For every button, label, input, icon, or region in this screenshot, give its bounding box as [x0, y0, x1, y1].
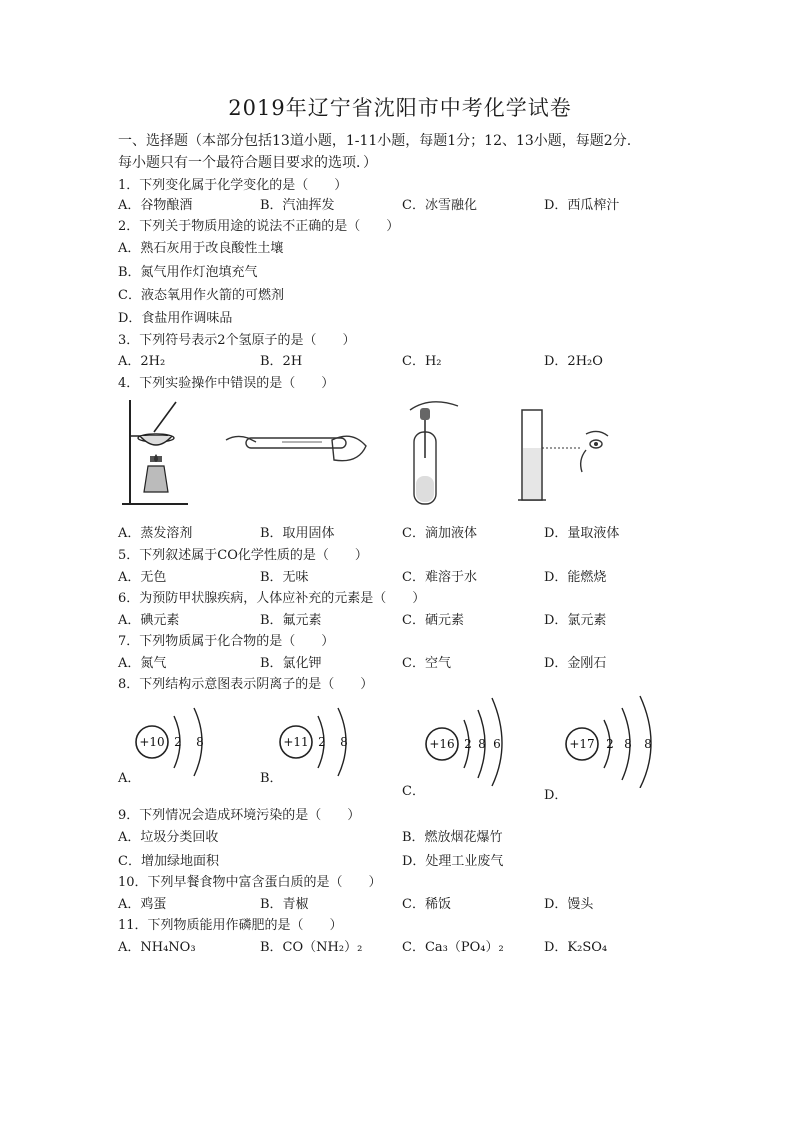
- q1-option-d: D．西瓜榨汁: [544, 198, 620, 213]
- q11-option-c: C．Ca₃（PO₄）₂: [402, 940, 504, 955]
- q6-option-b: B．氟元素: [260, 613, 322, 628]
- q8-option-c: C．: [402, 784, 425, 799]
- ion-b-shell-2: 8: [340, 735, 348, 749]
- q4-option-a: A．蒸发溶剂: [118, 526, 193, 541]
- q2-option-d: D．食盐用作调味品: [118, 311, 233, 326]
- q9-option-c: C．增加绿地面积: [118, 854, 219, 869]
- q2-option-c: C．液态氧用作火箭的可燃剂: [118, 288, 284, 303]
- q3-option-b: B．2H: [260, 354, 303, 369]
- q2-option-b: B．氮气用作灯泡填充气: [118, 265, 258, 280]
- q5-option-c: C．难溶于水: [402, 570, 477, 585]
- ion-d-shell-1: 2: [606, 737, 614, 751]
- ion-b-shell-1: 2: [318, 735, 326, 749]
- ion-c-nucleus: +16: [429, 737, 455, 751]
- question-5-stem: 5．下列叙述属于CO化学性质的是（ ）: [118, 548, 368, 563]
- q1-option-a: A．谷物酿酒: [118, 198, 193, 213]
- q10-option-b: B．青椒: [260, 897, 309, 912]
- question-1-stem: 1．下列变化属于化学变化的是（ ）: [118, 178, 348, 193]
- question-10-stem: 10．下列早餐食物中富含蛋白质的是（ ）: [118, 875, 382, 890]
- q6-option-d: D．氯元素: [544, 613, 607, 628]
- q3-option-c: C．H₂: [402, 354, 442, 369]
- question-8-stem: 8．下列结构示意图表示阴离子的是（ ）: [118, 677, 374, 692]
- q9-option-b: B．燃放烟花爆竹: [402, 830, 503, 845]
- q7-option-a: A．氮气: [118, 656, 167, 671]
- q3-option-d: D．2H₂O: [544, 354, 603, 369]
- q4-option-c: C．滴加液体: [402, 526, 477, 541]
- q4-option-d: D．量取液体: [544, 526, 620, 541]
- q8-option-a: A．: [118, 771, 141, 786]
- ion-d-shell-3: 8: [644, 737, 652, 751]
- ion-diagram-a: [130, 700, 230, 784]
- taking-solid-figure: [222, 420, 372, 480]
- q8-option-b: B．: [260, 771, 283, 786]
- ion-a-shell-1: 2: [174, 735, 182, 749]
- q3-option-a: A．2H₂: [118, 354, 166, 369]
- question-3-stem: 3．下列符号表示2个氢原子的是（ ）: [118, 333, 356, 348]
- q10-option-d: D．馒头: [544, 897, 594, 912]
- q11-option-b: B．CO（NH₂）₂: [260, 940, 363, 955]
- ion-c-shell-1: 2: [464, 737, 472, 751]
- ion-diagram-b: [272, 700, 372, 784]
- q9-option-a: A．垃圾分类回收: [118, 830, 219, 845]
- ion-diagram-d: [560, 692, 670, 788]
- evaporation-apparatus-figure: [118, 392, 198, 512]
- dropping-liquid-figure: [400, 392, 460, 512]
- q4-option-b: B．取用固体: [260, 526, 335, 541]
- question-9-stem: 9．下列情况会造成环境污染的是（ ）: [118, 808, 361, 823]
- q2-option-a: A．熟石灰用于改良酸性土壤: [118, 241, 284, 256]
- q8-option-d: D．: [544, 788, 568, 803]
- q1-option-c: C．冰雪融化: [402, 198, 477, 213]
- question-6-stem: 6．为预防甲状腺疾病，人体应补充的元素是（ ）: [118, 591, 426, 606]
- q5-option-d: D．能燃烧: [544, 570, 607, 585]
- section-header-line2: 每小题只有一个最符合题目要求的选项．）: [118, 155, 377, 171]
- q6-option-a: A．碘元素: [118, 613, 180, 628]
- ion-c-shell-3: 6: [493, 737, 501, 751]
- q11-option-d: D．K₂SO₄: [544, 940, 608, 955]
- q7-option-d: D．金刚石: [544, 656, 607, 671]
- ion-a-nucleus: +10: [139, 735, 165, 749]
- question-4-stem: 4．下列实验操作中错误的是（ ）: [118, 376, 335, 391]
- question-7-stem: 7．下列物质属于化合物的是（ ）: [118, 634, 335, 649]
- q9-option-d: D．处理工业废气: [402, 854, 504, 869]
- q7-option-b: B．氯化钾: [260, 656, 322, 671]
- ion-d-shell-2: 8: [624, 737, 632, 751]
- q10-option-c: C．稀饭: [402, 897, 451, 912]
- ion-diagram-c: [420, 692, 530, 788]
- q1-option-b: B．汽油挥发: [260, 198, 335, 213]
- q10-option-a: A．鸡蛋: [118, 897, 167, 912]
- exam-title: 2019年辽宁省沈阳市中考化学试卷: [228, 96, 572, 120]
- ion-b-nucleus: +11: [283, 735, 309, 749]
- question-11-stem: 11．下列物质能用作磷肥的是（ ）: [118, 918, 343, 933]
- ion-a-shell-2: 8: [196, 735, 204, 749]
- ion-d-nucleus: +17: [569, 737, 595, 751]
- section-header-line1: 一、选择题（本部分包括13道小题，1-11小题，每题1分；12、13小题，每题2分.: [118, 133, 632, 149]
- question-2-stem: 2．下列关于物质用途的说法不正确的是（ ）: [118, 219, 400, 234]
- q6-option-c: C．硒元素: [402, 613, 464, 628]
- ion-c-shell-2: 8: [478, 737, 486, 751]
- q7-option-c: C．空气: [402, 656, 451, 671]
- measuring-liquid-figure: [516, 400, 616, 510]
- q5-option-b: B．无味: [260, 570, 309, 585]
- q5-option-a: A．无色: [118, 570, 167, 585]
- q11-option-a: A．NH₄NO₃: [118, 940, 196, 955]
